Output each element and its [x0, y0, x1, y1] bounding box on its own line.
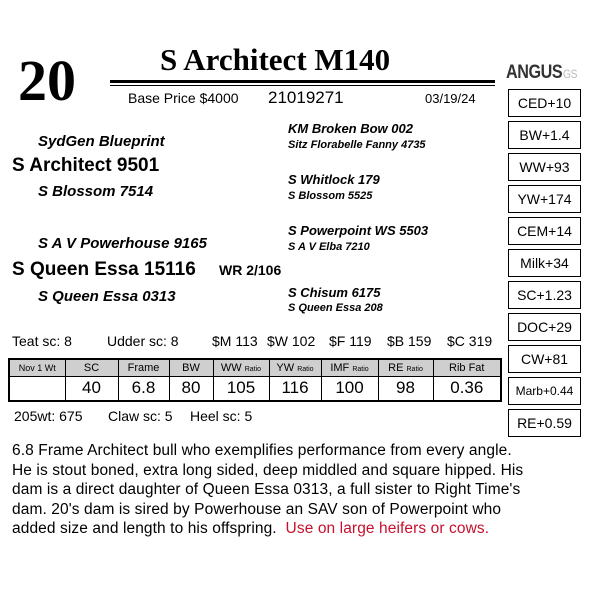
table-header-cell: Nov 1 Wt: [9, 359, 65, 376]
performance-table: [8, 358, 502, 402]
index-b: $B 159: [387, 333, 432, 349]
table-header-cell: [321, 359, 378, 376]
epd-cem: CEM+14: [508, 217, 581, 245]
index-w: $W 102: [267, 333, 316, 349]
epd-ced: CED+10: [508, 89, 581, 117]
table-cell: 80: [169, 376, 213, 401]
header-divider: [110, 80, 495, 83]
table-cell: 105: [213, 376, 269, 401]
re-label: RE: [388, 361, 404, 374]
pedigree-ancestor: Sitz Florabelle Fanny 4735: [288, 139, 426, 151]
table-cell: 6.8: [118, 376, 169, 401]
logo-angus-text: ANGUS: [506, 62, 563, 83]
index-f: $F 119: [329, 333, 372, 349]
table-header-cell: Rib Fat: [433, 359, 501, 376]
pedigree-ancestor: S Blossom 5525: [288, 190, 373, 202]
description-text: added size and length to his offspring.: [12, 520, 277, 537]
ww-label: WW: [220, 361, 242, 374]
pedigree-ancestor: KM Broken Bow 002: [288, 121, 413, 136]
teat-score: Teat sc: 8: [12, 333, 72, 349]
epd-ww: WW+93: [508, 153, 581, 181]
header-divider-thin: [110, 85, 495, 86]
index-m: $M 113: [212, 333, 258, 349]
pedigree-ancestor: S A V Elba 7210: [288, 241, 370, 253]
pedigree-sire-dam: S Blossom 7514: [38, 183, 154, 200]
ratio-label: Ratio: [352, 365, 369, 373]
base-price: Base Price $4000: [128, 90, 239, 106]
birth-date: 03/19/24: [425, 91, 476, 106]
pedigree-dam-sire: S A V Powerhouse 9165: [38, 235, 207, 252]
bull-description: [12, 441, 592, 539]
udder-score: Udder sc: 8: [107, 333, 179, 349]
epd-re: RE+0.59: [508, 409, 581, 437]
bull-name: S Architect M140: [160, 42, 391, 77]
epd-sc: SC+1.23: [508, 281, 581, 309]
epd-doc: DOC+29: [508, 313, 581, 341]
registration-number: 21019271: [268, 88, 344, 107]
pedigree-dam-dam: S Queen Essa 0313: [38, 288, 176, 305]
table-header-cell: [269, 359, 321, 376]
usage-recommendation: Use on large heifers or cows.: [285, 520, 490, 537]
weight-205: 205wt: 675: [14, 408, 83, 424]
table-header-cell: BW: [169, 359, 213, 376]
lot-number: 20: [18, 48, 76, 113]
table-header-cell: SC: [65, 359, 118, 376]
logo-gs-text: GS: [563, 67, 577, 81]
epd-milk: Milk+34: [508, 249, 581, 277]
pedigree-ancestor: S Chisum 6175: [288, 285, 381, 300]
pedigree-ancestor: S Whitlock 179: [288, 172, 380, 187]
epd-cw: CW+81: [508, 345, 581, 373]
ratio-label: Ratio: [244, 365, 262, 373]
pedigree-ancestor: S Powerpoint WS 5503: [288, 223, 429, 238]
description-line: dam is a direct daughter of Queen Essa 0313, a full sister to Right Time's: [12, 481, 521, 498]
ratio-label: Ratio: [297, 365, 314, 373]
table-cell: 116: [269, 376, 321, 401]
imf-label: IMF: [330, 361, 350, 374]
description-line: He is stout boned, extra long sided, deep middled and square hipped. His: [12, 461, 524, 479]
table-cell: [9, 376, 65, 401]
table-cell: 100: [321, 376, 378, 401]
table-cell: 0.36: [433, 376, 501, 401]
table-header-row: [9, 359, 501, 376]
description-line: dam. 20's dam is sired by Powerhouse an SAV son of Powerpoint who: [12, 500, 502, 518]
pedigree-ancestor: S Queen Essa 208: [288, 302, 383, 314]
table-header-cell: [378, 359, 433, 376]
angus-gs-logo: [506, 62, 577, 84]
heel-score: Heel sc: 5: [190, 408, 253, 424]
description-line: 6.8 Frame Architect bull who exemplifies performance from every angle.: [12, 442, 512, 459]
pedigree-dam: S Queen Essa 15116: [12, 259, 196, 280]
epd-yw: YW+174: [508, 185, 581, 213]
pedigree-sire-sire: SydGen Blueprint: [38, 133, 165, 150]
pedigree-sire: S Architect 9501: [12, 155, 160, 176]
epd-marb: Marb+0.44: [508, 377, 581, 405]
description-last-line: [12, 519, 592, 539]
table-cell: 98: [378, 376, 433, 401]
pedigree-dam-wr: WR 2/106: [219, 262, 282, 278]
ratio-label: Ratio: [406, 365, 423, 373]
claw-score: Claw sc: 5: [108, 408, 173, 424]
table-header-cell: Frame: [118, 359, 169, 376]
table-cell: 40: [65, 376, 118, 401]
table-row: [9, 376, 501, 401]
epd-bw: BW+1.4: [508, 121, 581, 149]
table-header-cell: [213, 359, 269, 376]
index-c: $C 319: [447, 333, 493, 349]
yw-label: YW: [276, 361, 295, 374]
